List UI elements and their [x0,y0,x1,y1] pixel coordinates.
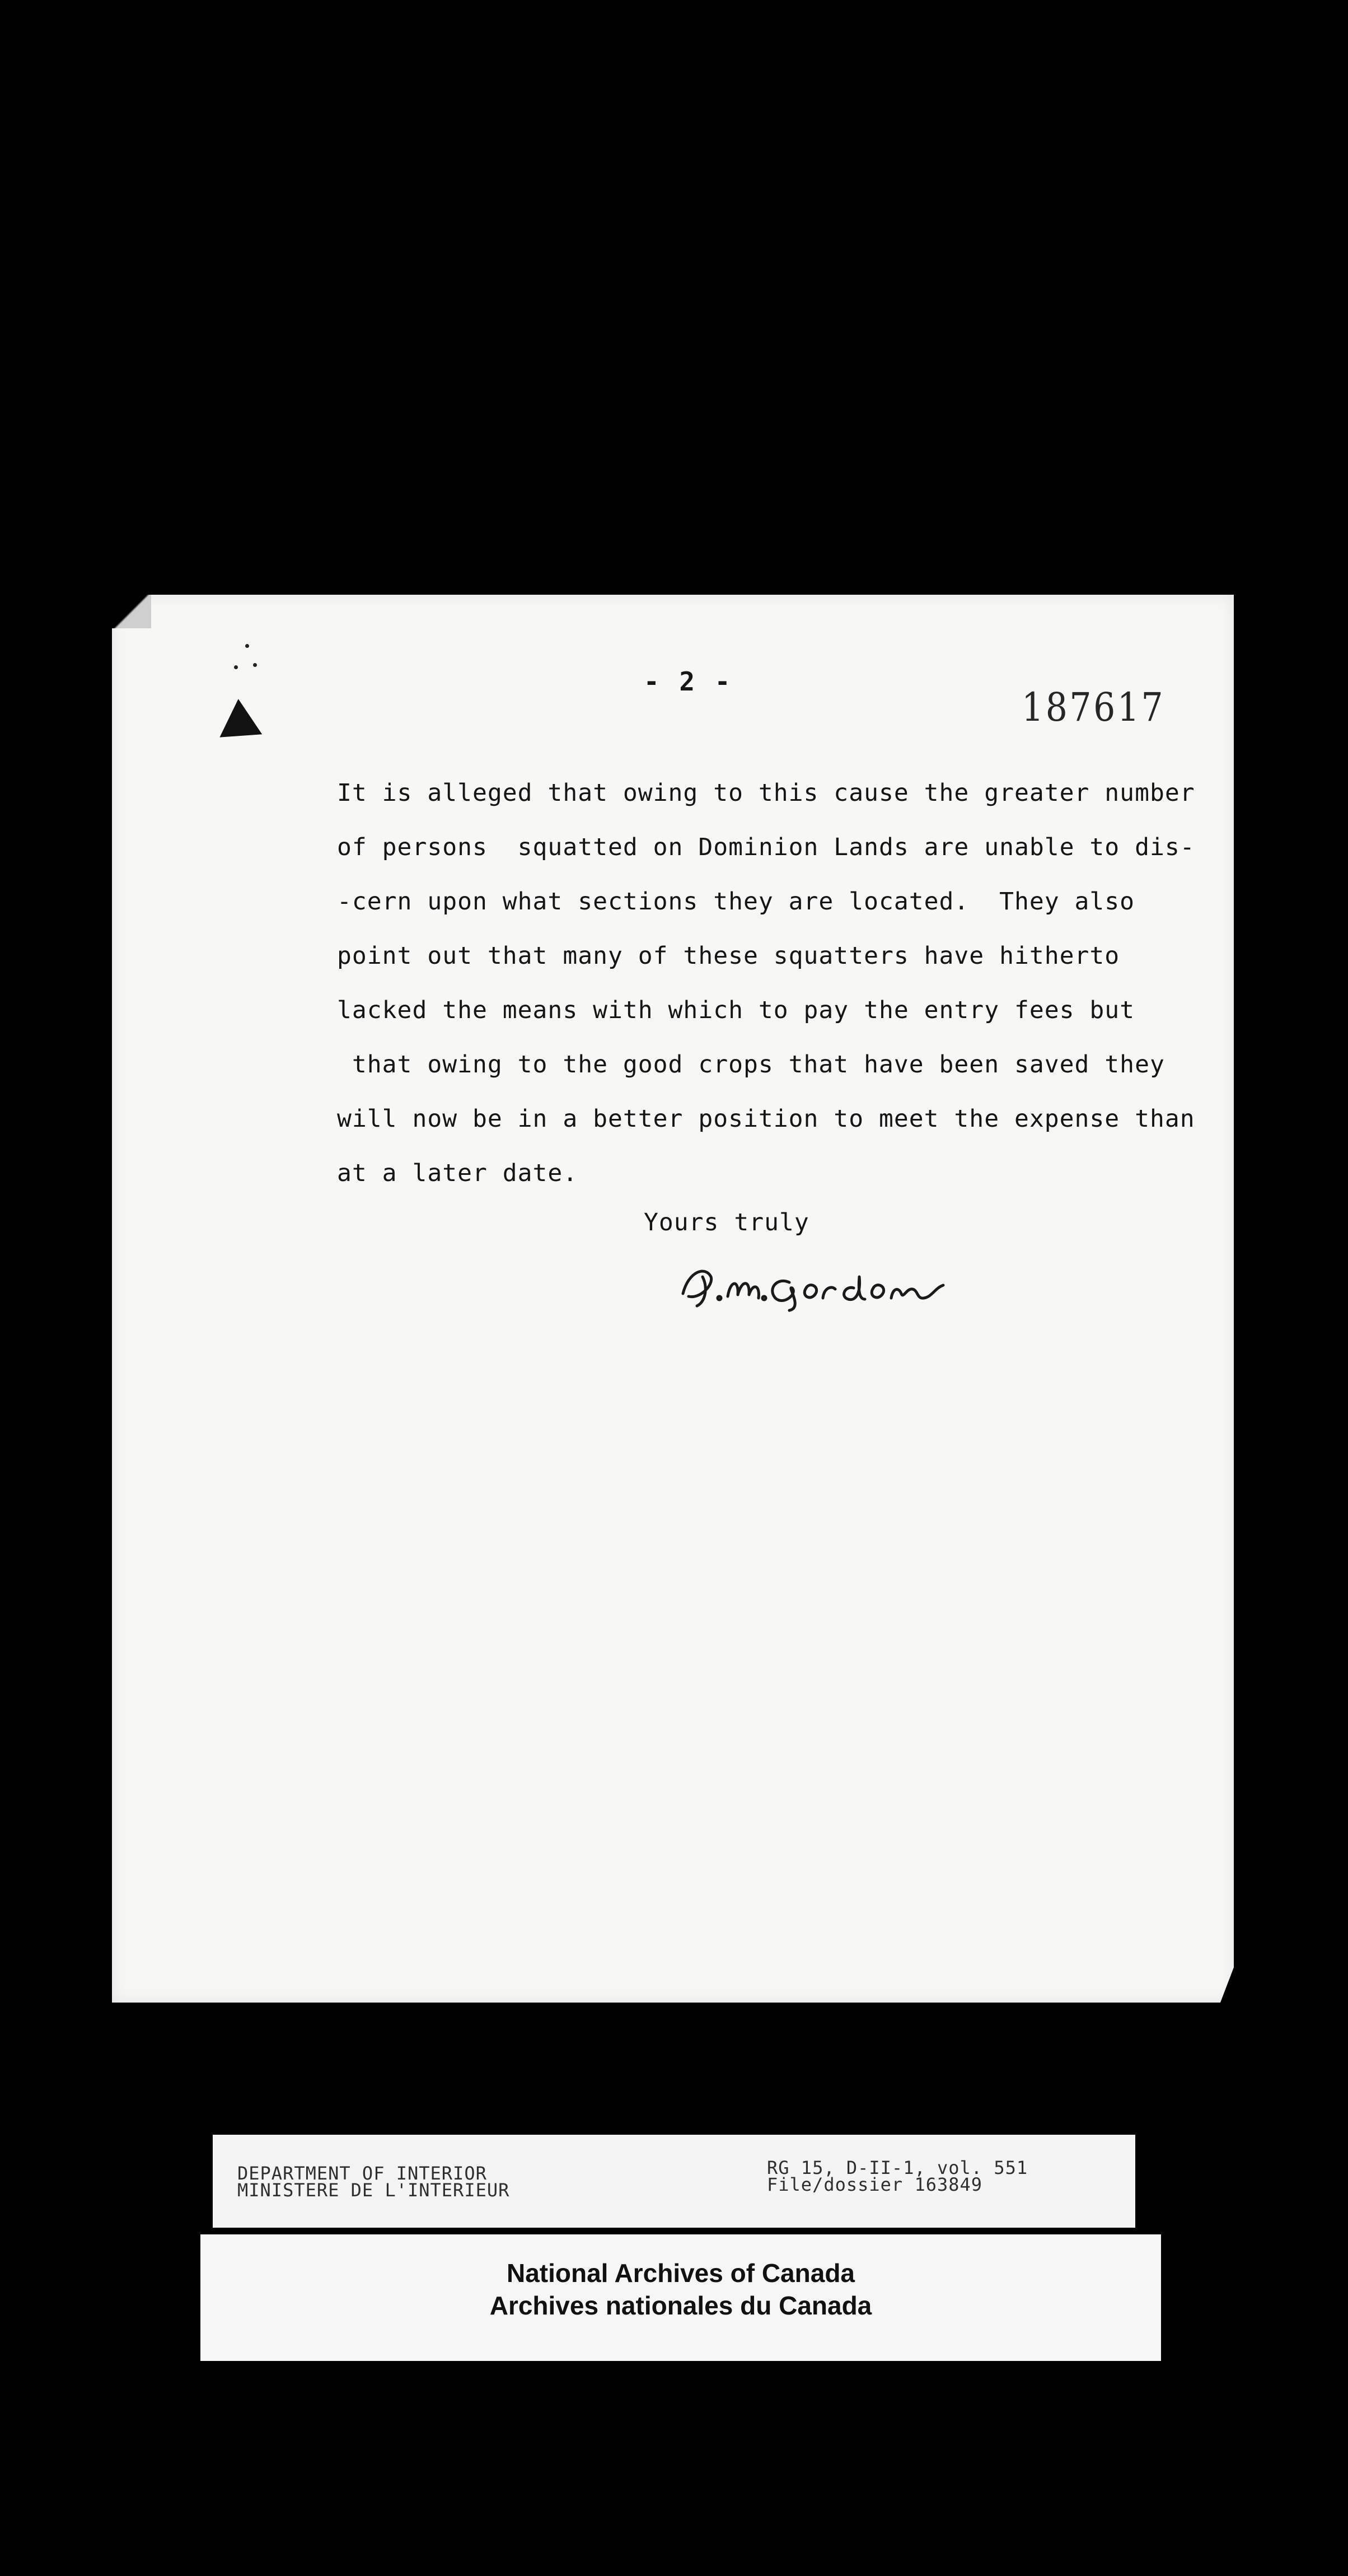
department-en: DEPARTMENT OF INTERIOR [237,2163,487,2184]
handwritten-signature [672,1254,1008,1316]
ink-speck [234,665,238,669]
body-line: lacked the means with which to pay the entry fees but [337,996,1135,1024]
folded-corner [112,595,151,628]
archive-name-fr: Archives nationales du Canada [489,2291,872,2320]
body-line: of persons squatted on Dominion Lands are unable to dis- [337,833,1195,861]
body-line: will now be in a better position to meet the expense than [337,1105,1195,1133]
archive-banner [200,2234,1161,2361]
closing-salutation: Yours truly [644,1208,809,1236]
ink-speck [245,644,249,648]
page-number: - 2 - [644,666,733,697]
body-line: at a later date. [337,1159,578,1187]
department-block [237,2165,509,2199]
body-line: that owing to the good crops that have been saved they [337,1051,1165,1079]
body-line: -cern upon what sections they are located. They also [337,888,1135,916]
reference-block [767,2159,1028,2193]
letter-body [337,773,1195,1207]
department-fr: MINISTERE DE L'INTERIEUR [237,2180,510,2201]
stamp-number: 187617 [1022,684,1166,730]
archive-name-en: National Archives of Canada [506,2258,855,2288]
ink-speck [253,663,257,667]
body-line: It is alleged that owing to this cause the greater number [337,779,1195,807]
file-dossier-reference: File/dossier 163849 [767,2174,983,2195]
record-group-reference: RG 15, D-II-1, vol. 551 [767,2157,1028,2178]
archive-reference-label [213,2135,1135,2228]
punch-hole-mark [217,697,262,737]
body-line: point out that many of these squatters have hitherto [337,942,1120,970]
